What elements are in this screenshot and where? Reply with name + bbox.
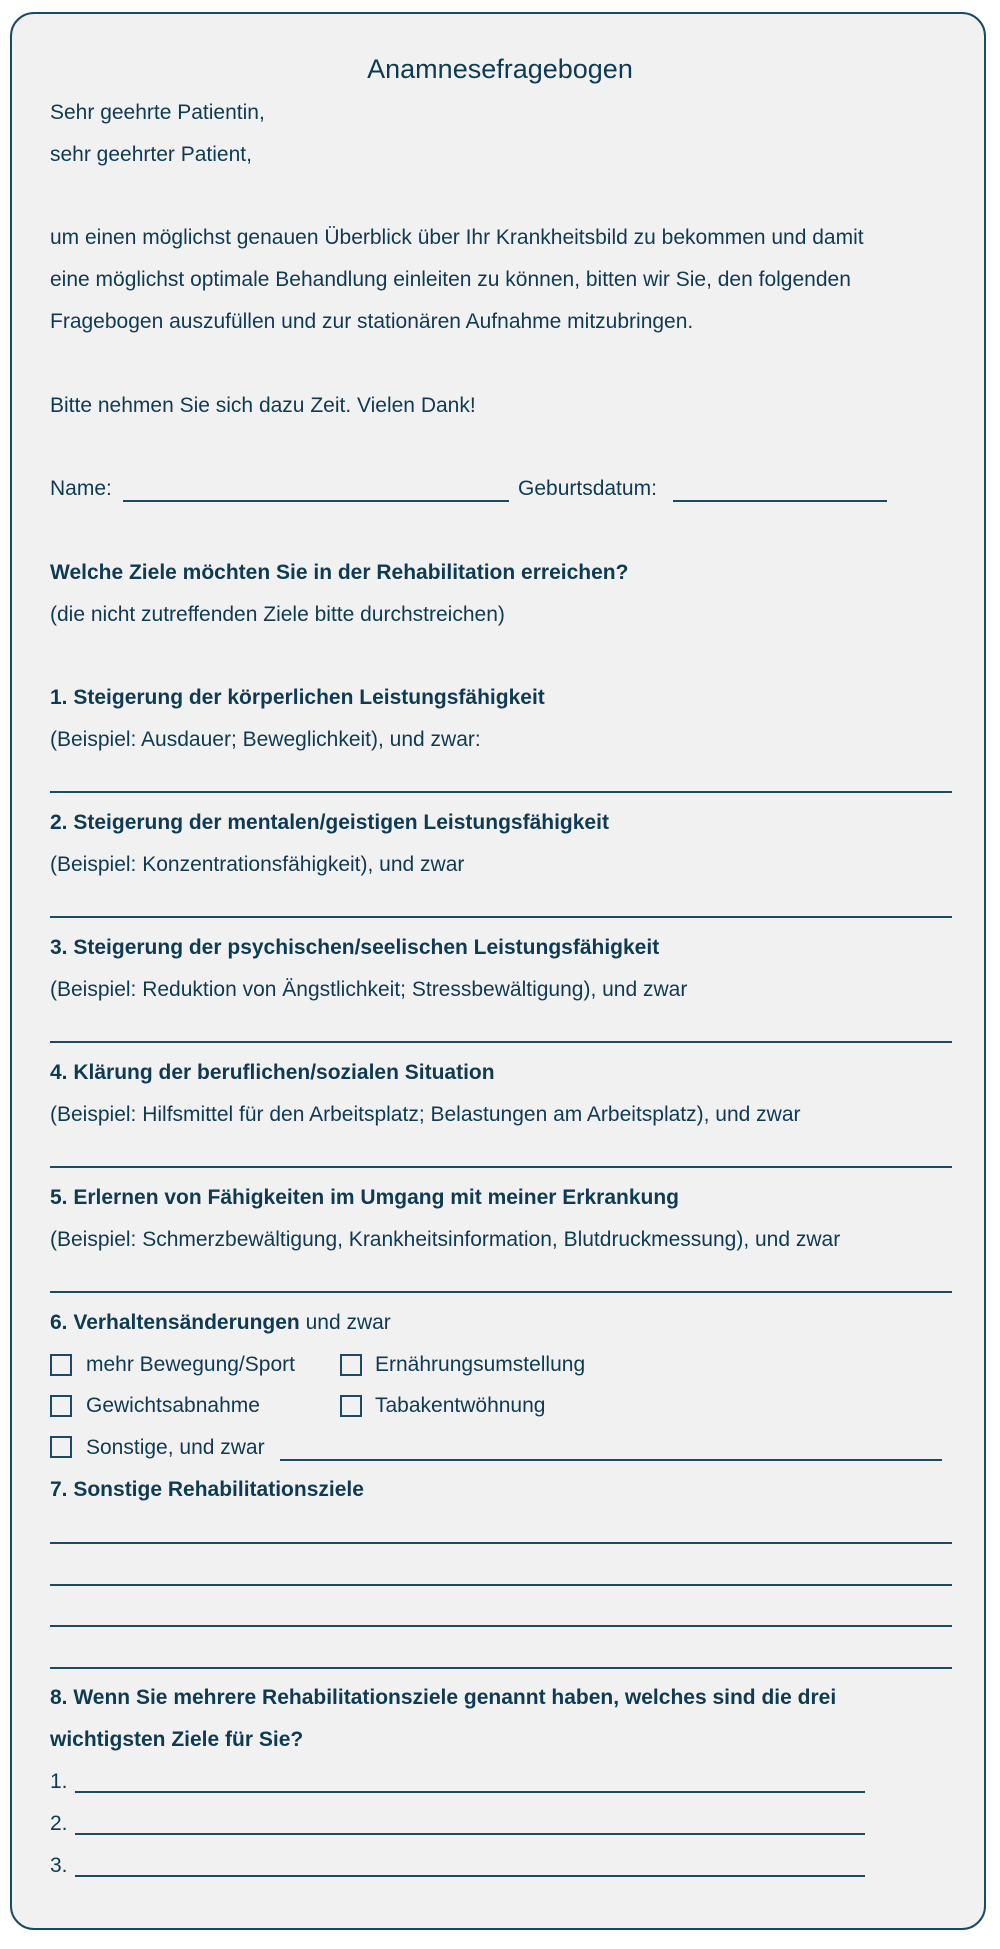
checkbox-sonstige[interactable] — [50, 1436, 72, 1458]
intro-line-1: um einen möglichst genauen Überblick über Ihr Krankheitsbild zu bekommen und damit — [50, 226, 864, 249]
q4-title: 4. Klärung der beruflichen/sozialen Situation — [50, 1061, 495, 1084]
q5-example: (Beispiel: Schmerzbewältigung, Krankheitsinformation, Blutdruckmessung), und zwar — [50, 1228, 841, 1251]
checkbox-gewichtsabnahme[interactable] — [50, 1395, 72, 1417]
q8-item-2-line[interactable] — [75, 1833, 865, 1835]
checkbox-mehr-bewegung[interactable] — [50, 1354, 72, 1376]
q4-answer-line[interactable] — [50, 1166, 952, 1168]
checkbox-label-gewichtsabnahme: Gewichtsabnahme — [86, 1394, 260, 1417]
q3-title: 3. Steigerung der psychischen/seelischen Leistungsfähigkeit — [50, 936, 660, 959]
birthdate-field[interactable] — [673, 500, 887, 502]
q8-title-line-1: 8. Wenn Sie mehrere Rehabilitationsziele genannt haben, welches sind die drei — [50, 1686, 837, 1709]
q1-answer-line[interactable] — [50, 791, 952, 793]
greeting-line-1: Sehr geehrte Patientin, — [50, 101, 265, 124]
q8-item-1-line[interactable] — [75, 1791, 865, 1793]
sonstige-answer-line[interactable] — [280, 1459, 942, 1461]
goals-note: (die nicht zutreffenden Ziele bitte durchstreichen) — [50, 603, 505, 626]
q3-example: (Beispiel: Reduktion von Ängstlichkeit; Stressbewältigung), und zwar — [50, 978, 688, 1001]
checkbox-label-tabakentwoehnung: Tabakentwöhnung — [375, 1394, 546, 1417]
name-field[interactable] — [123, 500, 509, 502]
q2-title: 2. Steigerung der mentalen/geistigen Leistungsfähigkeit — [50, 811, 609, 834]
q4-example: (Beispiel: Hilfsmittel für den Arbeitsplatz; Belastungen am Arbeitsplatz), und zwar — [50, 1103, 801, 1126]
q2-answer-line[interactable] — [50, 916, 952, 918]
q8-item-3-label: 3. — [50, 1854, 68, 1877]
thanks-text: Bitte nehmen Sie sich dazu Zeit. Vielen Dank! — [50, 394, 476, 417]
form-title: Anamnesefragebogen — [367, 54, 633, 84]
q7-answer-line-3[interactable] — [50, 1625, 952, 1627]
q6-suffix: und zwar — [299, 1311, 391, 1334]
q5-title: 5. Erlernen von Fähigkeiten im Umgang mit meiner Erkrankung — [50, 1186, 679, 1209]
q6-title: 6. Verhaltensänderungen — [50, 1311, 300, 1334]
name-label: Name: — [50, 477, 112, 500]
q2-example: (Beispiel: Konzentrationsfähigkeit), und zwar — [50, 853, 465, 876]
birthdate-label: Geburtsdatum: — [518, 477, 657, 500]
checkbox-label-mehr-bewegung: mehr Bewegung/Sport — [86, 1353, 295, 1376]
q8-item-2-label: 2. — [50, 1812, 68, 1835]
checkbox-label-sonstige: Sonstige, und zwar — [86, 1436, 265, 1459]
q5-answer-line[interactable] — [50, 1291, 952, 1293]
q7-answer-line-2[interactable] — [50, 1584, 952, 1586]
q7-answer-line-1[interactable] — [50, 1542, 952, 1544]
q8-item-1-label: 1. — [50, 1770, 68, 1793]
intro-line-3: Fragebogen auszufüllen und zur stationären Aufnahme mitzubringen. — [50, 310, 694, 333]
q6-heading — [50, 1310, 391, 1336]
goals-heading: Welche Ziele möchten Sie in der Rehabilitation erreichen? — [50, 561, 629, 584]
checkbox-ernaehrungsumstellung[interactable] — [340, 1354, 362, 1376]
q7-answer-line-4[interactable] — [50, 1667, 952, 1669]
q1-example: (Beispiel: Ausdauer; Beweglichkeit), und zwar: — [50, 728, 481, 751]
q7-title: 7. Sonstige Rehabilitationsziele — [50, 1478, 364, 1501]
checkbox-label-ernaehrungsumstellung: Ernährungsumstellung — [375, 1353, 586, 1376]
intro-line-2: eine möglichst optimale Behandlung einleiten zu können, bitten wir Sie, den folgenden — [50, 268, 851, 291]
q1-title: 1. Steigerung der körperlichen Leistungsfähigkeit — [50, 686, 545, 709]
q8-item-3-line[interactable] — [75, 1875, 865, 1877]
q8-title-line-2: wichtigsten Ziele für Sie? — [50, 1728, 304, 1751]
q3-answer-line[interactable] — [50, 1041, 952, 1043]
checkbox-tabakentwoehnung[interactable] — [340, 1395, 362, 1417]
form-card — [10, 12, 986, 1930]
greeting-line-2: sehr geehrter Patient, — [50, 143, 252, 166]
